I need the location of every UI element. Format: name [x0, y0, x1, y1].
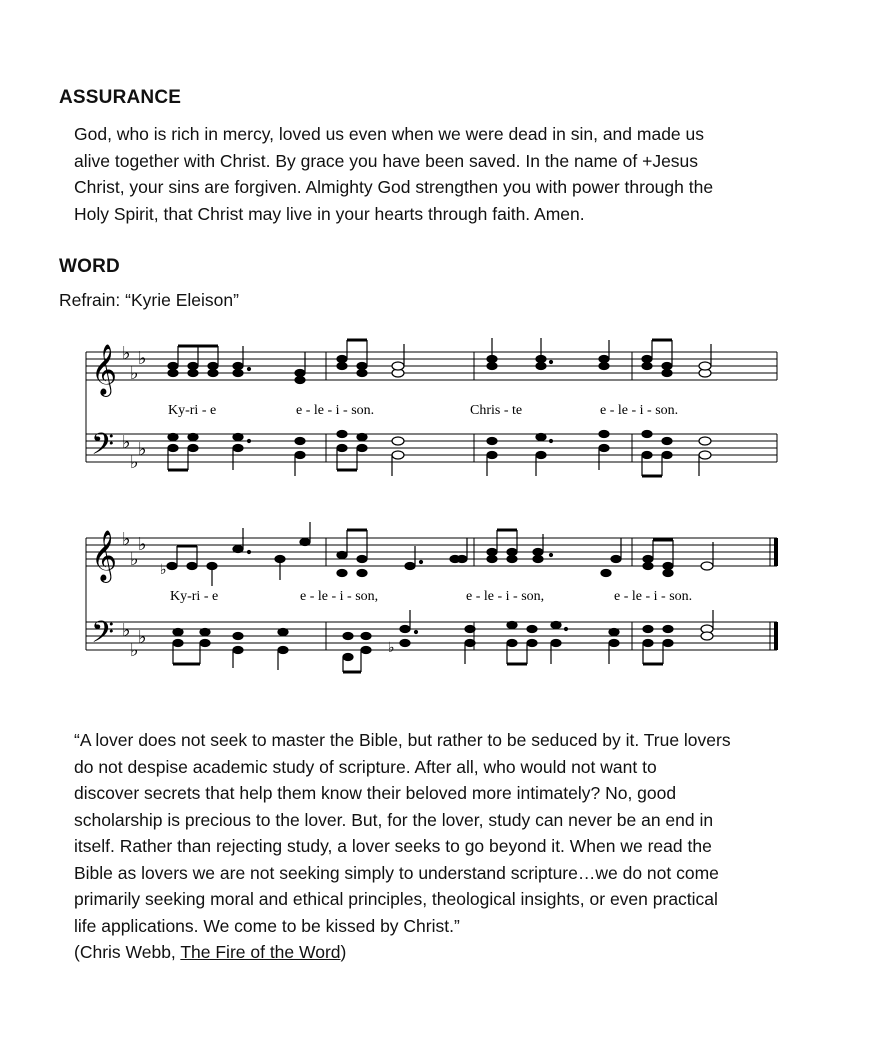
svg-text:♭: ♭	[160, 562, 167, 578]
quote-line: life applications. We come to be kissed by Christ.”	[74, 915, 460, 936]
quote-line: scholarship is precious to the lover. But, for the lover, study can never be an end in	[74, 809, 714, 830]
svg-text:♭: ♭	[130, 452, 139, 473]
svg-text:♭: ♭	[130, 640, 139, 661]
assurance-line: Christ, your sins are forgiven. Almighty God strengthen you with power through the	[74, 177, 714, 197]
svg-text:♭: ♭	[388, 640, 395, 656]
citation-suffix: )	[340, 942, 347, 962]
treble-clef-1: 𝄞	[91, 344, 118, 395]
svg-text:♭: ♭	[122, 432, 131, 453]
quote-text	[74, 727, 814, 966]
key-signature-2	[122, 529, 147, 661]
quote-line: discover secrets that help them know their beloved more intimately? No, good	[74, 783, 677, 803]
quote-line: do not despise academic study of scripture. After all, who would not want to	[74, 756, 657, 777]
svg-text:♭: ♭	[122, 620, 131, 641]
assurance-heading: ASSURANCE	[59, 87, 182, 108]
bass-staff-2	[86, 622, 777, 650]
assurance-line: Holy Spirit, that Christ may live in your hearts through faith. Amen.	[74, 203, 585, 224]
assurance-line: alive together with Christ. By grace you have been saved. In the name of +Jesus	[74, 150, 699, 171]
word-heading: WORD	[59, 256, 120, 277]
quote-line: Bible as lovers we are not seeking simply to understand scripture…we do not come	[74, 862, 719, 883]
book-title: The Fire of the Word	[180, 942, 341, 962]
citation	[74, 939, 814, 966]
svg-text:♭: ♭	[138, 627, 147, 648]
lyric: Chris - te	[470, 403, 523, 418]
svg-text:♭: ♭	[122, 343, 131, 364]
lyric: e - le - i - son,	[466, 589, 545, 604]
citation-prefix: (Chris Webb,	[74, 942, 181, 962]
quote-line: primarily seeking moral and ethical principles, theological insights, or even practical	[74, 889, 718, 909]
svg-text:♭: ♭	[130, 363, 139, 384]
svg-text:♭: ♭	[138, 348, 147, 369]
svg-text:♭: ♭	[130, 549, 139, 570]
lyric: Ky-ri - e	[170, 589, 219, 604]
bass-clef-2: 𝄢	[91, 616, 115, 657]
key-signature-1	[122, 343, 147, 473]
lyrics-system-2	[170, 589, 692, 604]
lyric: e - le - i - son.	[296, 403, 375, 418]
lyric: e - le - i - son,	[300, 589, 379, 604]
refrain-label: Refrain: “Kyrie Eleison”	[59, 290, 239, 310]
lyrics-system-1	[168, 403, 678, 418]
treble-clef-2: 𝄞	[91, 530, 118, 581]
lyric: e - le - i - son.	[600, 403, 679, 418]
quote-line: “A lover does not seek to master the Bible, but rather to be seduced by it. True lovers	[74, 730, 731, 750]
lyric: Ky-ri - e	[168, 403, 217, 418]
bass-clef-1: 𝄢	[91, 428, 115, 469]
svg-text:♭: ♭	[138, 439, 147, 460]
svg-text:♭: ♭	[122, 529, 131, 550]
lyric: e - le - i - son.	[614, 589, 693, 604]
svg-text:♭: ♭	[138, 534, 147, 555]
assurance-line: God, who is rich in mercy, loved us even when we were dead in sin, and made us	[74, 124, 704, 144]
quote-line: itself. Rather than rejecting study, a lover seeks to go beyond it. When we read the	[74, 836, 712, 856]
